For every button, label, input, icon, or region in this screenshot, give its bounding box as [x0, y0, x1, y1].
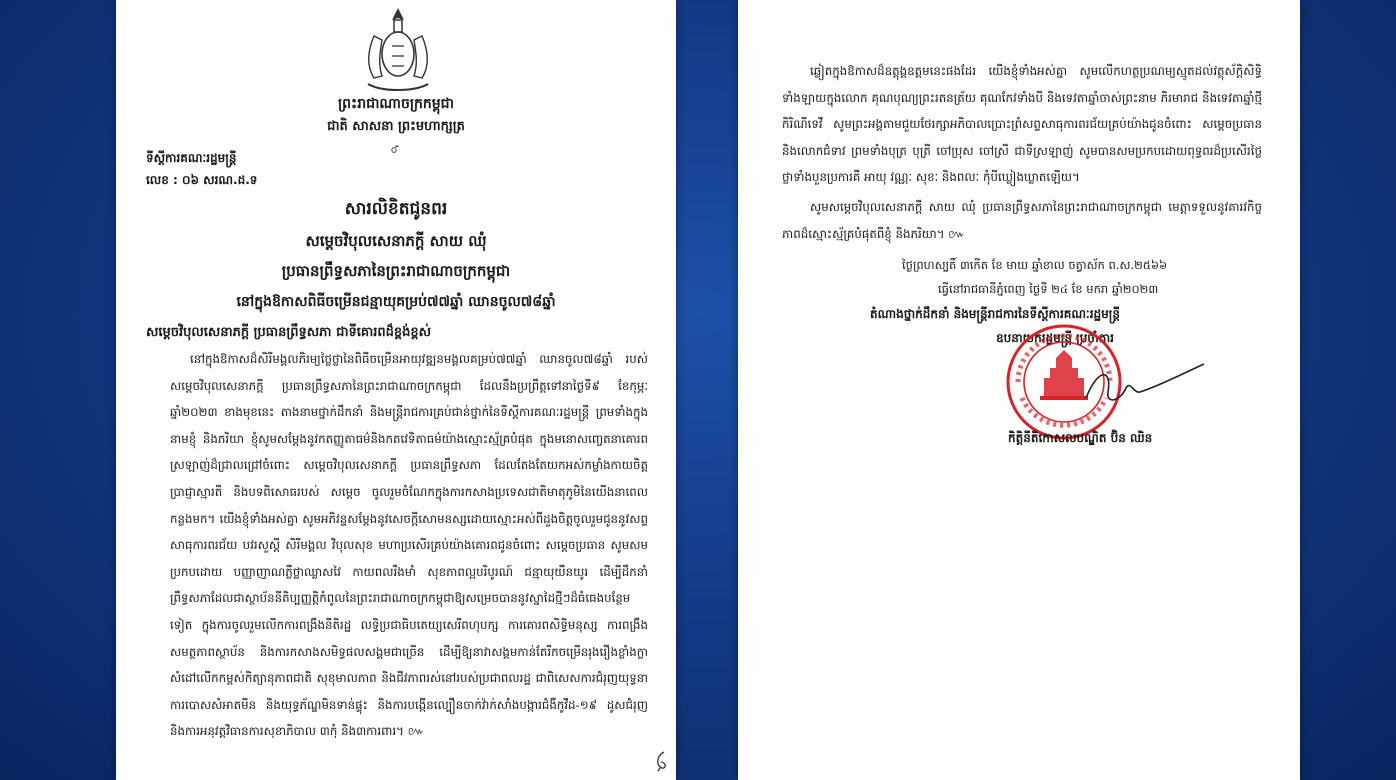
kingdom-heading: ព្រះរាជាណាចក្រកម្ពុជា [337, 96, 454, 112]
signatory-title: ឧបនាយករដ្ឋមន្ត្រី ប្រចាំការ [996, 331, 1114, 345]
letter-body: នៅក្នុងឱកាសដ៏សិរីមង្គលភិរម្យថ្លៃថ្លានៃពិធីចម្រើនអាយុវឌ្ឍនមង្គលគម្រប់៧៧ឆ្នាំ ឈានចូល៧៨ឆ្នាំ របស់ សម្ដេចវិបុលសេនាភក្ដី ប្រធានព្រឹទ្ធសភានៃព្រះរាជាណាចក្រកម្ពុជា ដែលនឹងប្រព្រឹត្តទៅនាថ្ងៃទី៩ ខែកុម្ភៈ ឆ្នាំ២០២៣ ខាងមុខនេះ តាងនាមថ្នាក់ដឹកនាំ និងមន្ត្រីរាជការគ្រប់ជាន់ថ្នាក់នៃទីស្ដីការគណៈរដ្ឋមន្ត្រី ព្រមទាំងក្នុងនាមខ្ញុំ និងភរិយា ខ្ញុំសូមសម្ដែងនូវកតញ្ញូតាធម៌និងកតវេទិតាធម៌យ៉ាងស្មោះស្ម័គ្របំផុត ក្នុងមនោសញ្ចេតនាគោរពស្រឡាញ់ដ៏ជ្រាលជ្រៅចំពោះ សម្ដេចវិបុលសេនាភក្ដី ប្រធានព្រឹទ្ធសភា ដែលតែងតែយកអស់កម្លាំងកាយចិត្ត ប្រាជ្ញាស្មារតី និងបទពិសោធរបស់ សម្ដេច ចូលរួមចំណែកក្នុងការកសាងប្រទេសជាតិមាតុភូមិនៃយើងនាពេលកន្លងមក។ យើងខ្ញុំទាំងអស់គ្នា សូមអភិវន្ទសម្ដែងនូវសេចក្ដីសោមនស្សដោយស្មោះអស់ពីដួងចិត្តចូលរួមជូននូវសព្ទសាធុការពរជ័យ បវរសួស្ដី សិរីមង្គល វិបុលសុខ មហាប្រសើរគ្រប់យ៉ាងគោរពជូនចំពោះ សម្ដេចប្រធាន សូមសមប្រកបដោយ បញ្ញាញាណភ្លឺថ្លាឈ្លាសវៃ កាយពលរឹងមាំ សុខភាពល្អបរិបូរណ៍ ជន្មាយុយឺនយូរ ដើម្បីដឹកនាំព្រឹទ្ធសភាដែលជាស្ថាប័ននីតិប្បញ្ញត្តិកំពូលនៃព្រះរាជាណាចក្រកម្ពុជាឱ្យសម្រេចបាននូវស្នាដៃថ្មីៗដ៏ធំធេងបន្ថែមទៀត ក្នុងការចូលរួមលើកការពង្រឹងនីតិរដ្ឋ លទ្ធិប្រជាធិបតេយ្យសេរីពហុបក្ស ការគោរពសិទ្ធិមនុស្ស ការពង្រឹងសមត្ថភាពស្ថាប័ន និងការកសាងសមិទ្ធផលសង្គមជាច្រើន ដើម្បីឱ្យនាវាសង្គមកាន់តែរីកចម្រើនរុងរឿងខ្លាំងក្លា សំដៅលើកកម្ពស់កិត្យានុភាពជាតិ សុខុមាលភាព និងជីវភាពរស់នៅរបស់ប្រជាពលរដ្ឋ ជាពិសេសការជំរុញយុទ្ធនាការបោសសំអាតមីន និងយុទ្ធភ័ណ្ឌមិនទាន់ផ្ទុះ និងការបង្កើនល្បឿនចាក់វ៉ាក់សាំងបង្ការជំងឺកូវីដ-១៩ ដូសជំរុញ និងការអនុវត្តវិធានការសុខាភិបាល ៣កុំ និង៣ការពារ។ ៚ [170, 352, 648, 738]
motto-ornament: ᯰᯰ [391, 145, 401, 156]
letter-page-2 [738, 0, 1300, 780]
signature [1078, 358, 1208, 418]
reference-number: លេខ : ០៦ សរណ.ដ.ទ [146, 173, 258, 187]
closing-paragraph: សូមសម្ដេចវិបុលសេនាភក្ដី សាយ ឈុំ ប្រធានព្រឹទ្ធសភានៃព្រះរាជាណាចក្រកម្ពុជា មេត្តាទទួលនូវគារវកិច្ចភាពដ៏ស្មោះស្ម័គ្របំផុតពីខ្ញុំ និងភរិយា។ ៚ [782, 200, 1262, 241]
national-motto: ជាតិ សាសនា ព្រះមហាក្សត្រ [327, 119, 465, 134]
letter-title: សារលិខិតជូនពរ [344, 199, 448, 219]
addressee-title: ប្រធានព្រឹទ្ធសភានៃព្រះរាជាណាចក្រកម្ពុជា [281, 262, 511, 280]
salutation: សម្ដេចវិបុលសេនាភក្ដី ប្រធានព្រឹទ្ធសភា ជាទីគោរពដ៏ខ្ពង់ខ្ពស់ [146, 325, 431, 340]
lunar-date: ថ្ងៃព្រហស្បតិ៍ ៣កើត ខែ មាឃ ឆ្នាំខាល ចត្វាស័ក ព.ស.២៥៦៦ [902, 258, 1168, 272]
solar-date: ធ្វើនៅរាជធានីភ្នំពេញ ថ្ងៃទី ២៤ ខែ មករា ឆ្នាំ២០២៣ [938, 282, 1159, 296]
signer-name: កិត្តិនីតិកោសលបណ្ឌិត ប៊ិន ឈិន [1008, 431, 1153, 445]
occasion-line: នៅក្នុងឱកាសពិធីចម្រើនជន្មាយុគម្រប់៧៧ឆ្នាំ ឈានចូល៧៨ឆ្នាំ [236, 294, 556, 310]
addressee-name: សម្ដេចវិបុលសេនាភក្ដី សាយ ឈុំ [305, 232, 487, 250]
blessing-paragraph: ឆ្លៀតក្នុងឱកាសដ៏ឧត្តុង្គឧត្តមនេះផងដែរ យើងខ្ញុំទាំងអស់គ្នា សូមលើកហត្ថប្រណម្យស្មូតដល់វត្ថុស័ក្ដិសិទ្ធិទាំងឡាយក្នុងលោក គុណបុណ្យព្រះរតនត្រ័យ គុណកែវទាំងបី និងទេវតាឆ្នាំចាស់ព្រះនាម ភិរមារាជ និងទេវតាឆ្នាំថ្មី កិរិណីទេវី សូមព្រះអង្គតាមជួយថែរក្សាអភិបាលប្រោះព្រំសព្ទសាធុការពរជ័យគ្រប់យ៉ាងជូនចំពោះ សម្ដេចប្រធាន និងលោកជំទាវ ព្រមទាំងបុត្រ បុត្រី ចៅប្រុស ចៅស្រី ជាទីស្រឡាញ់ សូមបានសមប្រកបដោយពុទ្ធពរដ៏ប្រសើរថ្លៃថ្លាទាំងបួនប្រការគឺ អាយុ វណ្ណៈ សុខៈ និងពលៈ កុំបីឃ្លៀងឃ្លាតឡើយ។ [782, 64, 1262, 185]
letter-page-1 [116, 0, 676, 780]
issuing-office: ទីស្ដីការគណៈរដ្ឋមន្ត្រី [146, 151, 237, 165]
signatory-role: តំណាងថ្នាក់ដឹកនាំ និងមន្ត្រីរាជការនៃទីស្ដីការគណៈរដ្ឋមន្ត្រី [870, 307, 1120, 321]
initial-mark [652, 750, 670, 772]
royal-arms-emblem [352, 6, 444, 98]
